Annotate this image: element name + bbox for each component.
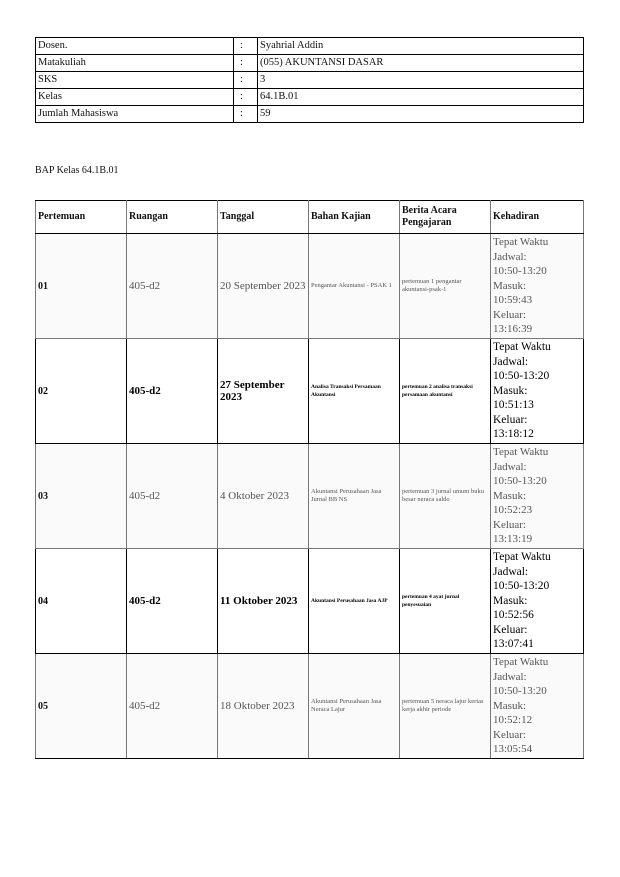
info-value: (055) AKUNTANSI DASAR bbox=[258, 55, 584, 72]
info-row-dosen bbox=[36, 38, 584, 55]
info-value: 64.1B.01 bbox=[258, 89, 584, 106]
cell-bahan-kajian: Pengantar Akuntansi - PSAK 1 bbox=[309, 234, 400, 339]
info-row-jumlah-mahasiswa bbox=[36, 106, 584, 123]
info-label: Matakuliah bbox=[36, 55, 234, 72]
cell-bahan-kajian: Akuntansi Perusahaan Jasa AJP bbox=[309, 549, 400, 654]
header-pertemuan: Pertemuan bbox=[36, 201, 127, 234]
cell-ruangan: 405-d2 bbox=[127, 339, 218, 444]
cell-ruangan: 405-d2 bbox=[127, 234, 218, 339]
table-row bbox=[36, 654, 584, 759]
cell-bahan-kajian: Analisa Transaksi Persamaan Akuntansi bbox=[309, 339, 400, 444]
cell-kehadiran: Tepat Waktu Jadwal: 10:50-13:20 Masuk: 10:52:12 Keluar: 13:05:54 bbox=[491, 654, 584, 759]
cell-bahan-kajian: Akuntansi Perusahaan Jasa Jurnal BB NS bbox=[309, 444, 400, 549]
table-row bbox=[36, 444, 584, 549]
info-separator: : bbox=[234, 89, 258, 106]
header-ruangan: Ruangan bbox=[127, 201, 218, 234]
course-info-table bbox=[35, 37, 584, 123]
info-row-kelas bbox=[36, 89, 584, 106]
cell-berita-acara: pertemuan 4 ayat jurnal penyesuaian bbox=[400, 549, 491, 654]
cell-kehadiran: Tepat Waktu Jadwal: 10:50-13:20 Masuk: 10:59:43 Keluar: 13:16:39 bbox=[491, 234, 584, 339]
cell-tanggal: 4 Oktober 2023 bbox=[218, 444, 309, 549]
header-berita-acara: Berita Acara Pengajaran bbox=[400, 201, 491, 234]
cell-berita-acara: pertemuan 1 pengantar akuntansi-psak-1 bbox=[400, 234, 491, 339]
cell-pertemuan: 04 bbox=[36, 549, 127, 654]
cell-tanggal: 27 September 2023 bbox=[218, 339, 309, 444]
cell-pertemuan: 02 bbox=[36, 339, 127, 444]
info-row-sks bbox=[36, 72, 584, 89]
cell-bahan-kajian: Akuntansi Perusahaan Jasa Neraca Lajur bbox=[309, 654, 400, 759]
table-row bbox=[36, 234, 584, 339]
info-label: SKS bbox=[36, 72, 234, 89]
info-separator: : bbox=[234, 38, 258, 55]
cell-kehadiran: Tepat Waktu Jadwal: 10:50-13:20 Masuk: 10:52:56 Keluar: 13:07:41 bbox=[491, 549, 584, 654]
header-tanggal: Tanggal bbox=[218, 201, 309, 234]
info-label: Jumlah Mahasiswa bbox=[36, 106, 234, 123]
cell-kehadiran: Tepat Waktu Jadwal: 10:50-13:20 Masuk: 10:51:13 Keluar: 13:18:12 bbox=[491, 339, 584, 444]
cell-tanggal: 11 Oktober 2023 bbox=[218, 549, 309, 654]
info-label: Dosen. bbox=[36, 38, 234, 55]
cell-pertemuan: 05 bbox=[36, 654, 127, 759]
info-value: 59 bbox=[258, 106, 584, 123]
info-separator: : bbox=[234, 55, 258, 72]
cell-tanggal: 18 Oktober 2023 bbox=[218, 654, 309, 759]
info-label: Kelas bbox=[36, 89, 234, 106]
cell-berita-acara: pertemuan 2 analisa transaksi persamaan akuntansi bbox=[400, 339, 491, 444]
cell-berita-acara: pertemuan 5 neraca lajur kertas kerja akhir periode bbox=[400, 654, 491, 759]
cell-tanggal: 20 September 2023 bbox=[218, 234, 309, 339]
info-value: 3 bbox=[258, 72, 584, 89]
cell-berita-acara: pertemuan 3 jurnal umum buku besar neraca saldo bbox=[400, 444, 491, 549]
attendance-table bbox=[35, 200, 584, 759]
table-row bbox=[36, 549, 584, 654]
info-separator: : bbox=[234, 106, 258, 123]
cell-pertemuan: 03 bbox=[36, 444, 127, 549]
info-row-matakuliah bbox=[36, 55, 584, 72]
header-bahan-kajian: Bahan Kajian bbox=[309, 201, 400, 234]
cell-pertemuan: 01 bbox=[36, 234, 127, 339]
table-row bbox=[36, 339, 584, 444]
cell-kehadiran: Tepat Waktu Jadwal: 10:50-13:20 Masuk: 10:52:23 Keluar: 13:13:19 bbox=[491, 444, 584, 549]
info-separator: : bbox=[234, 72, 258, 89]
bap-title: BAP Kelas 64.1B.01 bbox=[35, 165, 119, 176]
cell-ruangan: 405-d2 bbox=[127, 549, 218, 654]
info-value: Syahrial Addin bbox=[258, 38, 584, 55]
cell-ruangan: 405-d2 bbox=[127, 444, 218, 549]
table-header-row bbox=[36, 201, 584, 234]
cell-ruangan: 405-d2 bbox=[127, 654, 218, 759]
header-kehadiran: Kehadiran bbox=[491, 201, 584, 234]
